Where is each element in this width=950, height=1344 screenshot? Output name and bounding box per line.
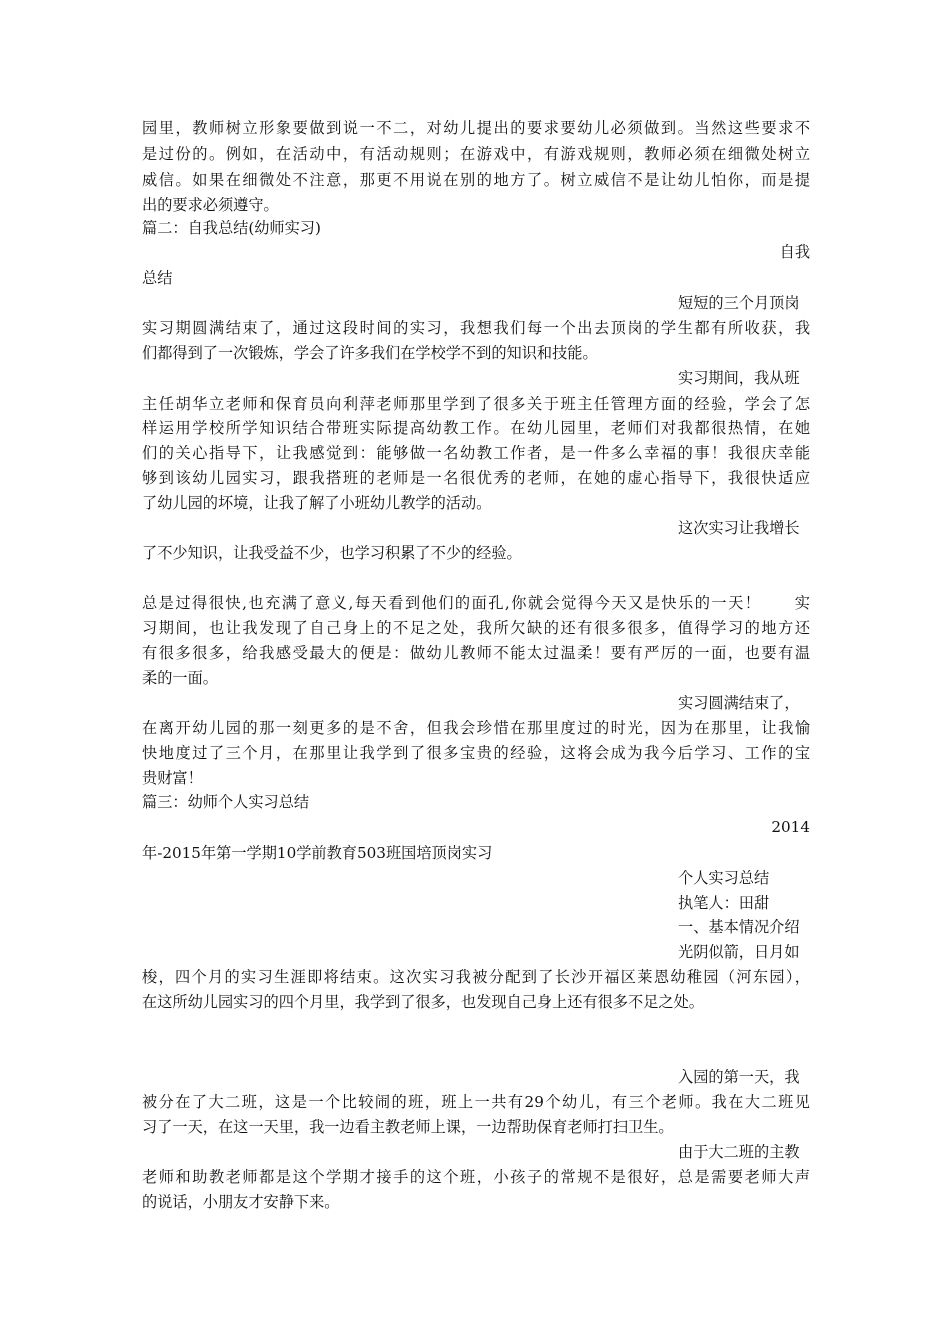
text-line: 们的关心指导下，让我感觉到：能够做一名幼教工作者，是一件多么幸福的事！我很庆幸能: [142, 444, 810, 462]
text-line: 们都得到了一次锻炼，学会了许多我们在学校学不到的知识和技能。: [142, 344, 598, 362]
paragraph-start: 实习圆满结束了，: [678, 694, 800, 712]
text-line: 梭，四个月的实习生涯即将结束。这次实习我被分配到了长沙开福区莱恩幼稚园（河东园），: [142, 968, 810, 986]
paragraph-start: 光阴似箭，日月如: [678, 943, 800, 961]
text-line: 的说话，小朋友才安静下来。: [142, 1193, 340, 1211]
text-line: 实习期圆满结束了，通过这段时间的实习，我想我们每一个出去顶岗的学生都有所收获，我: [142, 319, 810, 337]
text-line: 2014: [771, 818, 810, 836]
text-line: 年-2015年第一学期10学前教育503班国培顶岗实习: [142, 844, 493, 862]
paragraph-start: 入园的第一天，我: [678, 1068, 800, 1086]
text-line: 快地度过了三个月，在那里让我学到了很多宝贵的经验，这将会成为我今后学习、工作的宝: [142, 744, 810, 762]
text-line: 样运用学校所学知识结合带班实际提高幼教工作。在幼儿园里，老师们对我都很热情，在她: [142, 419, 810, 437]
text-line: 是过份的。例如，在活动中，有活动规则；在游戏中，有游戏规则，教师必须在细微处树立: [142, 145, 810, 163]
paragraph-start: 这次实习让我增长: [678, 519, 800, 537]
paragraph-start: 一、基本情况介绍: [678, 918, 800, 936]
text-line: 自我: [779, 243, 810, 261]
paragraph-start: 短短的三个月顶岗: [678, 294, 800, 312]
text-line: 总是过得很快,也充满了意义,每天看到他们的面孔,你就会觉得今天又是快乐的一天！ 实: [142, 594, 810, 612]
text-line: 有很多很多，给我感受最大的便是：做幼儿教师不能太过温柔！要有严厉的一面，也要有温: [142, 644, 810, 662]
text-line: 习了一天，在这一天里，我一边看主教老师上课，一边帮助保育老师打扫卫生。: [142, 1118, 674, 1136]
text-line: 园里，教师树立形象要做到说一不二，对幼儿提出的要求要幼儿必须做到。当然这些要求不: [142, 119, 810, 137]
text-line: 主任胡华立老师和保育员向利萍老师那里学到了很多关于班主任管理方面的经验，学会了怎: [142, 395, 810, 413]
section-heading: 篇三：幼师个人实习总结: [142, 793, 310, 811]
paragraph-start: 个人实习总结: [678, 869, 770, 887]
paragraph-start: 执笔人：田甜: [678, 894, 770, 912]
text-line: 在这所幼儿园实习的四个月里，我学到了很多，也发现自己身上还有很多不足之处。: [142, 993, 704, 1011]
text-line: 贵财富！: [142, 769, 203, 787]
text-line: 出的要求必须遵守。: [142, 196, 279, 214]
paragraph-start: 实习期间，我从班: [678, 369, 800, 387]
text-line: 了不少知识，让我受益不少，也学习积累了不少的经验。: [142, 544, 522, 562]
text-line: 在离开幼儿园的那一刻更多的是不舍，但我会珍惜在那里度过的时光，因为在那里，让我愉: [142, 719, 810, 737]
text-line: 了幼儿园的坏境，让我了解了小班幼儿教学的活动。: [142, 494, 492, 512]
text-line: 习期间，也让我发现了自己身上的不足之处，我所欠缺的还有很多很多，值得学习的地方还: [142, 619, 810, 637]
text-line: 被分在了大二班，这是一个比较闹的班，班上一共有29个幼儿，有三个老师。我在大二班见: [142, 1093, 810, 1111]
paragraph-start: 由于大二班的主教: [678, 1143, 800, 1161]
section-heading: 篇二：自我总结(幼师实习): [142, 219, 321, 237]
text-line: 柔的一面。: [142, 669, 218, 687]
text-line: 老师和助教老师都是这个学期才接手的这个班，小孩子的常规不是很好，总是需要老师大声: [142, 1168, 810, 1186]
text-line: 够到该幼儿园实习，跟我搭班的老师是一名很优秀的老师，在她的虚心指导下，我很快适应: [142, 469, 810, 487]
text-line: 威信。如果在细微处不注意，那更不用说在别的地方了。树立威信不是让幼儿怕你，而是提: [142, 171, 810, 189]
text-line: 总结: [142, 269, 173, 287]
